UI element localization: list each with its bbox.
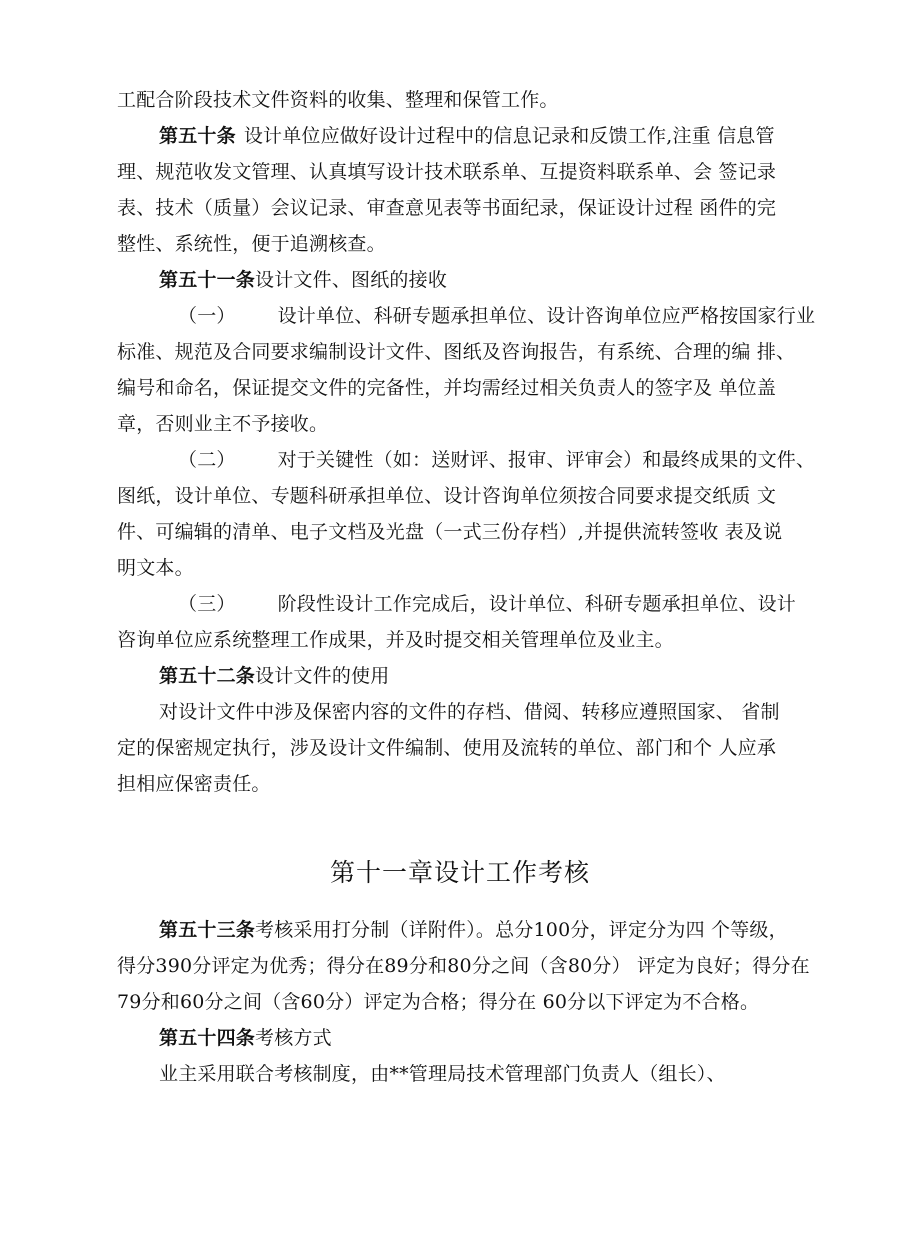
article-51-title: 设计文件、图纸的接收 [255,269,448,291]
article-52-title: 设计文件的使用 [255,665,390,687]
text-line: 工配合阶段技术文件资料的收集、整理和保管工作。 [117,89,559,111]
clause-2-number: （二） [178,449,236,471]
text-line: 表、技术（质量）会议记录、审查意见表等书面纪录，保证设计过程 函件的完 [117,197,777,219]
article-51-heading: 第五十一条 [159,269,256,291]
text-line: 咨询单位应系统整理工作成果，并及时提交相关管理单位及业主。 [117,629,674,651]
text-line: 担相应保密责任。 [117,773,271,795]
article-50-text: 设计单位应做好设计过程中的信息记录和反馈工作,注重 信息管 [243,125,775,147]
article-50-heading: 第五十条 [159,125,236,147]
text-line: 定的保密规定执行，涉及设计文件编制、使用及流转的单位、部门和个 人应承 [117,737,777,759]
text-line: 对设计文件中涉及保密内容的文件的存档、借阅、转移应遵照国家、 省制 [159,701,780,723]
text-line: 标准、规范及合同要求编制设计文件、图纸及咨询报告，有系统、合理的编 排、 [117,341,796,363]
clause-3-text: 阶段性设计工作完成后，设计单位、科研专题承担单位、设计 [277,593,797,615]
chapter-title: 第十一章设计工作考核 [329,858,590,887]
article-54-line [159,1026,822,1050]
clause-3-number: （三） [178,593,236,615]
article-53-line [159,918,822,942]
article-54-heading: 第五十四条 [159,1027,256,1049]
text-line: 编号和命名，保证提交文件的完备性，并均需经过相关负责人的签字及 单位盖 [117,377,777,399]
clause-1-text: 设计单位、科研专题承担单位、设计咨询单位应严格按国家行业 [277,305,816,327]
text-line: 业主采用联合考核制度，由**管理局技术管理部门负责人（组长）、 [159,1063,726,1085]
article-50-line [159,124,822,148]
article-52-heading: 第五十二条 [159,665,256,687]
text-line: 图纸，设计单位、专题科研承担单位、设计咨询单位须按合同要求提交纸质 文 [117,485,777,507]
text-line: 件、可编辑的清单、电子文档及光盘（一式三份存档）,并提供流转签收 表及说 [117,521,783,543]
article-53-heading: 第五十三条 [159,919,256,941]
clause-3-line [178,592,822,616]
text-line: 得分390分评定为优秀；得分在89分和80分之间（含80分） 评定为良好；得分在 [117,955,810,977]
clause-2-line [178,448,822,472]
text-line: 明文本。 [117,557,194,579]
text-line: 章，否则业主不予接收。 [117,413,329,435]
article-54-title: 考核方式 [255,1027,332,1049]
clause-2-text: 对于关键性（如：送财评、报审、评审会）和最终成果的文件、 [277,449,816,471]
text-line: 79分和60分之间（含60分）评定为合格；得分在 60分以下评定为不合格。 [117,991,760,1013]
clause-1-number: （一） [178,305,236,327]
clause-1-line [178,304,822,328]
text-line: 理、规范收发文管理、认真填写设计技术联系单、互提资料联系单、会 签记录 [117,161,777,183]
article-52-line [159,664,822,688]
article-53-text: 考核采用打分制（详附件）。总分100分，评定分为四 个等级， [255,919,788,941]
article-51-line [159,268,822,292]
text-line: 整性、系统性，便于追溯核查。 [117,233,386,255]
